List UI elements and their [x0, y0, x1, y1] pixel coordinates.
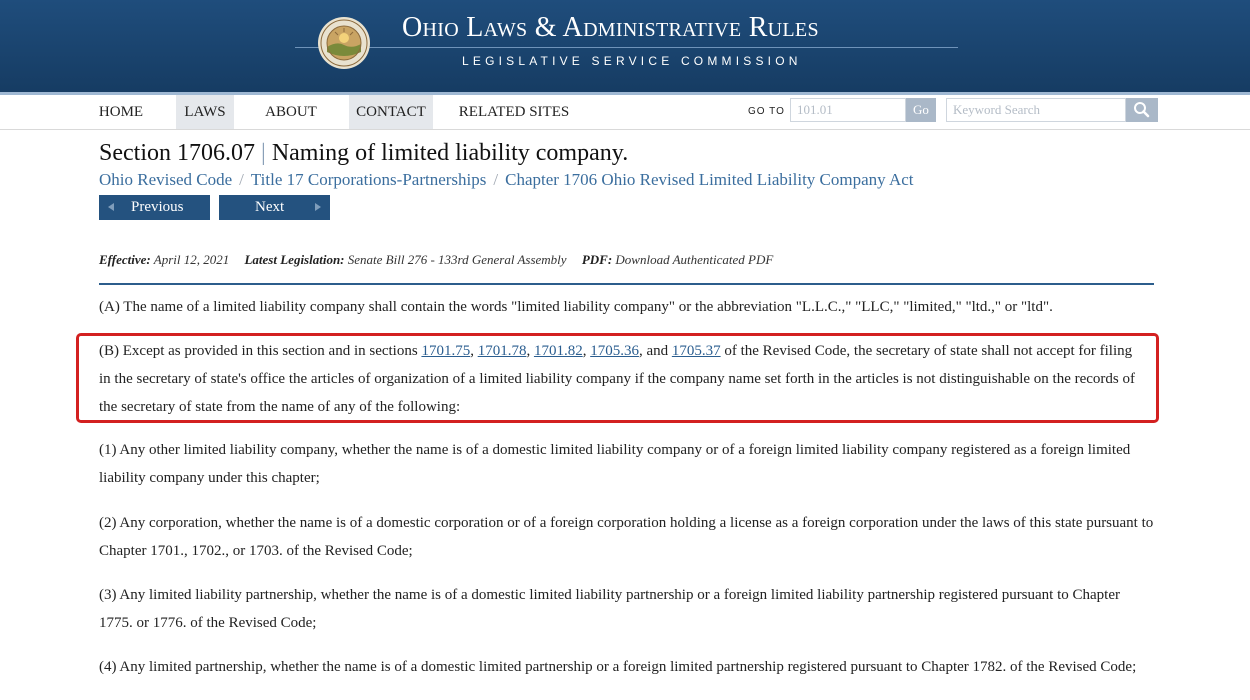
section-name: Naming of limited liability company.	[271, 140, 629, 166]
site-header	[0, 0, 1250, 92]
site-title: Ohio Laws & Administrative Rules	[402, 12, 819, 43]
list-separator: ,	[582, 343, 591, 359]
goto-section-input[interactable]	[790, 98, 906, 122]
breadcrumb-revised-code[interactable]: Ohio Revised Code	[99, 170, 233, 189]
breadcrumb-separator: /	[239, 170, 244, 189]
nav-contact[interactable]: CONTACT	[349, 95, 433, 129]
chevron-right-icon	[315, 203, 321, 211]
link-1701-78[interactable]: 1701.78	[477, 343, 527, 359]
main-nav	[0, 95, 1250, 130]
next-button[interactable]	[219, 195, 330, 220]
previous-label: Previous	[131, 199, 184, 215]
meta-divider	[99, 283, 1154, 285]
previous-button[interactable]	[99, 195, 210, 220]
link-1705-37[interactable]: 1705.37	[671, 343, 721, 359]
chevron-left-icon	[108, 203, 114, 211]
list-separator: ,	[526, 343, 534, 359]
highlight-box	[76, 333, 1159, 423]
link-1705-36[interactable]: 1705.36	[590, 343, 639, 359]
keyword-search-input[interactable]	[946, 98, 1126, 122]
nav-related-sites[interactable]: RELATED SITES	[458, 104, 570, 120]
title-separator: |	[261, 140, 266, 166]
paragraph-2: (2) Any corporation, whether the name is of a domestic corporation or of a foreign corporation holding a license as a foreign corporation under the laws of this state pursuant to Chapter 1701., 1702., or 1703. of the Revised Code;	[99, 515, 1154, 559]
pdf-label: PDF:	[581, 252, 613, 267]
paragraph-4: (4) Any limited partnership, whether the name is of a domestic limited partnership or a foreign limited partnership registered pursuant to Chapter 1782. of the Revised Code;	[99, 659, 1137, 675]
section-number: Section 1706.07	[99, 140, 255, 166]
paragraph-3: (3) Any limited liability partnership, whether the name is of a domestic limited liability partnership or a foreign limited liability partnership registered pursuant to Chapter 1775. or 1776. of the Revised Code;	[99, 587, 1120, 631]
breadcrumb-title-17[interactable]: Title 17 Corporations-Partnerships	[250, 170, 487, 189]
search-button[interactable]	[1126, 98, 1158, 122]
site-subtitle: LEGISLATIVE SERVICE COMMISSION	[462, 54, 802, 68]
legislation-label: Latest Legislation:	[244, 252, 345, 267]
nav-laws[interactable]: LAWS	[176, 95, 234, 129]
go-button[interactable]: Go	[906, 98, 936, 122]
legislation-link[interactable]: Senate Bill 276 - 133rd General Assembly	[347, 252, 567, 267]
paragraph-1: (1) Any other limited liability company, whether the name is of a domestic limited liability company or of a foreign limited liability company registered as a foreign limited liability company under this chapter;	[99, 442, 1131, 486]
breadcrumb-chapter-1706[interactable]: Chapter 1706 Ohio Revised Limited Liability Company Act	[505, 170, 914, 189]
breadcrumb	[99, 170, 914, 190]
goto-label: GO TO	[748, 106, 785, 117]
paragraph-b-prefix: (B) Except as provided in this section and in sections	[99, 343, 422, 359]
effective-label: Effective:	[99, 252, 151, 267]
list-separator: ,	[470, 343, 478, 359]
link-1701-75[interactable]: 1701.75	[421, 343, 471, 359]
link-1701-82[interactable]: 1701.82	[533, 343, 583, 359]
nav-home[interactable]: HOME	[98, 104, 144, 120]
paragraph-b-suffix: of the Revised Code, the secretary of state shall not accept for filing in the secretary of state's office the articles of organization of a limited liability company if the company name set forth in the articles is not distinguishable on the records of the secretary of state from the name of any of the following:	[99, 343, 1136, 415]
list-separator: , and	[638, 343, 672, 359]
pdf-download-link[interactable]: Download Authenticated PDF	[615, 252, 774, 267]
ohio-seal-logo[interactable]	[317, 16, 371, 70]
next-label: Next	[255, 199, 285, 215]
section-meta	[99, 252, 773, 268]
effective-date: April 12, 2021	[153, 252, 230, 267]
header-rule	[295, 47, 958, 48]
page-title	[99, 140, 628, 167]
nav-about[interactable]: ABOUT	[265, 104, 317, 120]
search-icon	[1126, 98, 1158, 122]
breadcrumb-separator: /	[493, 170, 499, 189]
paragraph-a: (A) The name of a limited liability company shall contain the words "limited liability company" or the abbreviation "L.L.C.," "LLC," "limited," "ltd.," or "ltd".	[99, 299, 1053, 315]
